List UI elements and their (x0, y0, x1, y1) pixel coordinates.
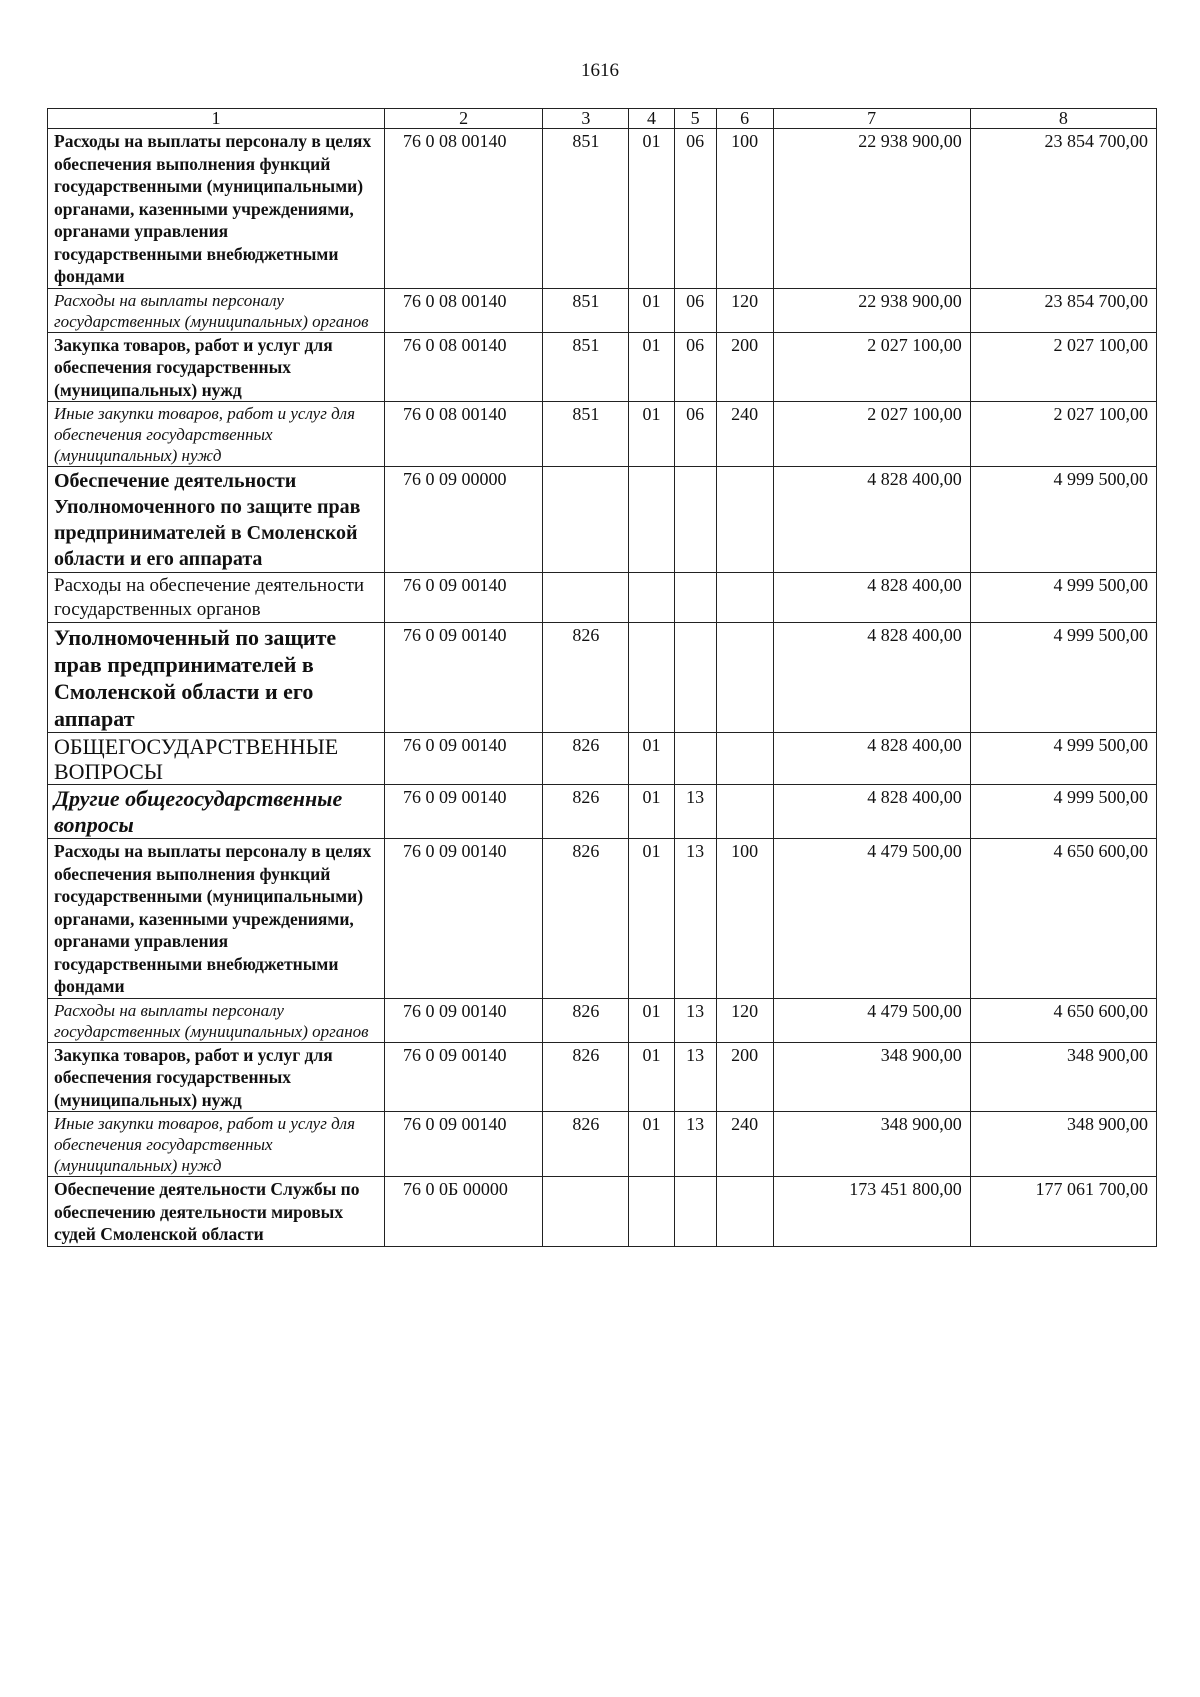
section-cell (629, 623, 674, 733)
amount-year1-cell: 4 828 400,00 (773, 785, 970, 839)
row-name-cell: Иные закупки товаров, работ и услуг для обеспечения государственных (муниципальных) нужд (48, 402, 385, 467)
subsection-cell: 13 (674, 1112, 716, 1177)
row-name-cell: Расходы на выплаты персоналу в целях обеспечения выполнения функций государственными (муниципальными) органами, казенными учреждениями, органами управления государственными внебюджетными фондами (48, 839, 385, 999)
table-row (48, 402, 1157, 467)
section-cell: 01 (629, 1112, 674, 1177)
header-col-7: 7 (773, 109, 970, 129)
target-article-cell: 76 0 09 00140 (385, 733, 543, 785)
target-article-cell: 76 0 09 00000 (385, 467, 543, 573)
section-cell: 01 (629, 785, 674, 839)
amount-year2-cell: 4 999 500,00 (970, 785, 1156, 839)
ministry-code-cell: 851 (543, 288, 629, 332)
subsection-cell (674, 623, 716, 733)
subsection-cell: 13 (674, 785, 716, 839)
expense-type-cell: 100 (716, 129, 773, 289)
expense-type-cell: 120 (716, 998, 773, 1042)
table-row (48, 998, 1157, 1042)
expense-type-cell (716, 1177, 773, 1247)
target-article-cell: 76 0 08 00140 (385, 288, 543, 332)
amount-year2-cell: 348 900,00 (970, 1042, 1156, 1112)
budget-table (47, 108, 1157, 1247)
target-article-cell: 76 0 08 00140 (385, 332, 543, 402)
row-name-cell: Расходы на выплаты персоналу государственных (муниципальных) органов (48, 288, 385, 332)
amount-year2-cell: 2 027 100,00 (970, 402, 1156, 467)
section-cell: 01 (629, 288, 674, 332)
amount-year1-cell: 4 828 400,00 (773, 467, 970, 573)
target-article-cell: 76 0 09 00140 (385, 998, 543, 1042)
section-cell (629, 467, 674, 573)
section-cell: 01 (629, 839, 674, 999)
subsection-cell (674, 733, 716, 785)
amount-year2-cell: 4 999 500,00 (970, 733, 1156, 785)
ministry-code-cell (543, 467, 629, 573)
amount-year2-cell: 4 999 500,00 (970, 467, 1156, 573)
subsection-cell: 06 (674, 402, 716, 467)
amount-year1-cell: 22 938 900,00 (773, 129, 970, 289)
expense-type-cell: 200 (716, 1042, 773, 1112)
ministry-code-cell: 826 (543, 998, 629, 1042)
table-header-row (48, 109, 1157, 129)
amount-year1-cell: 2 027 100,00 (773, 332, 970, 402)
amount-year2-cell: 2 027 100,00 (970, 332, 1156, 402)
amount-year1-cell: 348 900,00 (773, 1112, 970, 1177)
header-col-5: 5 (674, 109, 716, 129)
amount-year1-cell: 4 479 500,00 (773, 839, 970, 999)
subsection-cell (674, 573, 716, 623)
table-row (48, 623, 1157, 733)
ministry-code-cell: 826 (543, 733, 629, 785)
amount-year2-cell: 4 650 600,00 (970, 839, 1156, 999)
target-article-cell: 76 0 09 00140 (385, 839, 543, 999)
expense-type-cell (716, 733, 773, 785)
row-name-cell: Расходы на выплаты персоналу государственных (муниципальных) органов (48, 998, 385, 1042)
table-row (48, 1177, 1157, 1247)
ministry-code-cell: 826 (543, 1042, 629, 1112)
row-name-cell: Иные закупки товаров, работ и услуг для обеспечения государственных (муниципальных) нужд (48, 1112, 385, 1177)
expense-type-cell (716, 573, 773, 623)
amount-year1-cell: 348 900,00 (773, 1042, 970, 1112)
ministry-code-cell: 851 (543, 129, 629, 289)
expense-type-cell (716, 785, 773, 839)
table-row (48, 733, 1157, 785)
header-col-1: 1 (48, 109, 385, 129)
subsection-cell (674, 1177, 716, 1247)
ministry-code-cell: 851 (543, 402, 629, 467)
amount-year1-cell: 22 938 900,00 (773, 288, 970, 332)
row-name-cell: Обеспечение деятельности Службы по обеспечению деятельности мировых судей Смоленской области (48, 1177, 385, 1247)
section-cell: 01 (629, 998, 674, 1042)
amount-year2-cell: 23 854 700,00 (970, 129, 1156, 289)
ministry-code-cell (543, 573, 629, 623)
subsection-cell: 13 (674, 839, 716, 999)
amount-year2-cell: 4 650 600,00 (970, 998, 1156, 1042)
row-name-cell: Закупка товаров, работ и услуг для обеспечения государственных (муниципальных) нужд (48, 1042, 385, 1112)
table-row (48, 1042, 1157, 1112)
expense-type-cell (716, 467, 773, 573)
target-article-cell: 76 0 09 00140 (385, 1042, 543, 1112)
row-name-cell: Расходы на выплаты персоналу в целях обеспечения выполнения функций государственными (муниципальными) органами, казенными учреждениями, органами управления государственными внебюджетными фондами (48, 129, 385, 289)
page-number: 1616 (581, 60, 619, 81)
row-name-cell: Другие общегосударственные вопросы (48, 785, 385, 839)
expense-type-cell: 100 (716, 839, 773, 999)
amount-year1-cell: 4 828 400,00 (773, 573, 970, 623)
ministry-code-cell: 826 (543, 1112, 629, 1177)
ministry-code-cell: 826 (543, 623, 629, 733)
section-cell: 01 (629, 332, 674, 402)
target-article-cell: 76 0 09 00140 (385, 1112, 543, 1177)
subsection-cell: 06 (674, 332, 716, 402)
section-cell: 01 (629, 129, 674, 289)
row-name-cell: ОБЩЕГОСУДАРСТВЕННЫЕ ВОПРОСЫ (48, 733, 385, 785)
section-cell: 01 (629, 1042, 674, 1112)
table-row (48, 1112, 1157, 1177)
section-cell: 01 (629, 402, 674, 467)
table-row (48, 288, 1157, 332)
amount-year2-cell: 4 999 500,00 (970, 623, 1156, 733)
target-article-cell: 76 0 09 00140 (385, 573, 543, 623)
header-col-2: 2 (385, 109, 543, 129)
ministry-code-cell (543, 1177, 629, 1247)
header-col-4: 4 (629, 109, 674, 129)
amount-year2-cell: 177 061 700,00 (970, 1177, 1156, 1247)
subsection-cell: 13 (674, 998, 716, 1042)
table-row (48, 467, 1157, 573)
amount-year2-cell: 23 854 700,00 (970, 288, 1156, 332)
amount-year2-cell: 4 999 500,00 (970, 573, 1156, 623)
table-row (48, 839, 1157, 999)
expense-type-cell: 240 (716, 1112, 773, 1177)
amount-year1-cell: 173 451 800,00 (773, 1177, 970, 1247)
ministry-code-cell: 826 (543, 785, 629, 839)
target-article-cell: 76 0 09 00140 (385, 623, 543, 733)
amount-year1-cell: 4 479 500,00 (773, 998, 970, 1042)
target-article-cell: 76 0 0Б 00000 (385, 1177, 543, 1247)
row-name-cell: Закупка товаров, работ и услуг для обеспечения государственных (муниципальных) нужд (48, 332, 385, 402)
subsection-cell (674, 467, 716, 573)
table-row (48, 785, 1157, 839)
row-name-cell: Обеспечение деятельности Уполномоченного по защите прав предпринимателей в Смоленской области и его аппарата (48, 467, 385, 573)
header-col-6: 6 (716, 109, 773, 129)
section-cell (629, 1177, 674, 1247)
ministry-code-cell: 826 (543, 839, 629, 999)
header-col-3: 3 (543, 109, 629, 129)
table-row (48, 573, 1157, 623)
section-cell (629, 573, 674, 623)
target-article-cell: 76 0 08 00140 (385, 402, 543, 467)
subsection-cell: 13 (674, 1042, 716, 1112)
amount-year1-cell: 2 027 100,00 (773, 402, 970, 467)
target-article-cell: 76 0 08 00140 (385, 129, 543, 289)
header-col-8: 8 (970, 109, 1156, 129)
table-row (48, 332, 1157, 402)
target-article-cell: 76 0 09 00140 (385, 785, 543, 839)
expense-type-cell (716, 623, 773, 733)
row-name-cell: Расходы на обеспечение деятельности государственных органов (48, 573, 385, 623)
amount-year2-cell: 348 900,00 (970, 1112, 1156, 1177)
subsection-cell: 06 (674, 129, 716, 289)
amount-year1-cell: 4 828 400,00 (773, 623, 970, 733)
expense-type-cell: 240 (716, 402, 773, 467)
subsection-cell: 06 (674, 288, 716, 332)
table-row (48, 129, 1157, 289)
amount-year1-cell: 4 828 400,00 (773, 733, 970, 785)
row-name-cell: Уполномоченный по защите прав предпринимателей в Смоленской области и его аппарат (48, 623, 385, 733)
section-cell: 01 (629, 733, 674, 785)
ministry-code-cell: 851 (543, 332, 629, 402)
expense-type-cell: 200 (716, 332, 773, 402)
expense-type-cell: 120 (716, 288, 773, 332)
